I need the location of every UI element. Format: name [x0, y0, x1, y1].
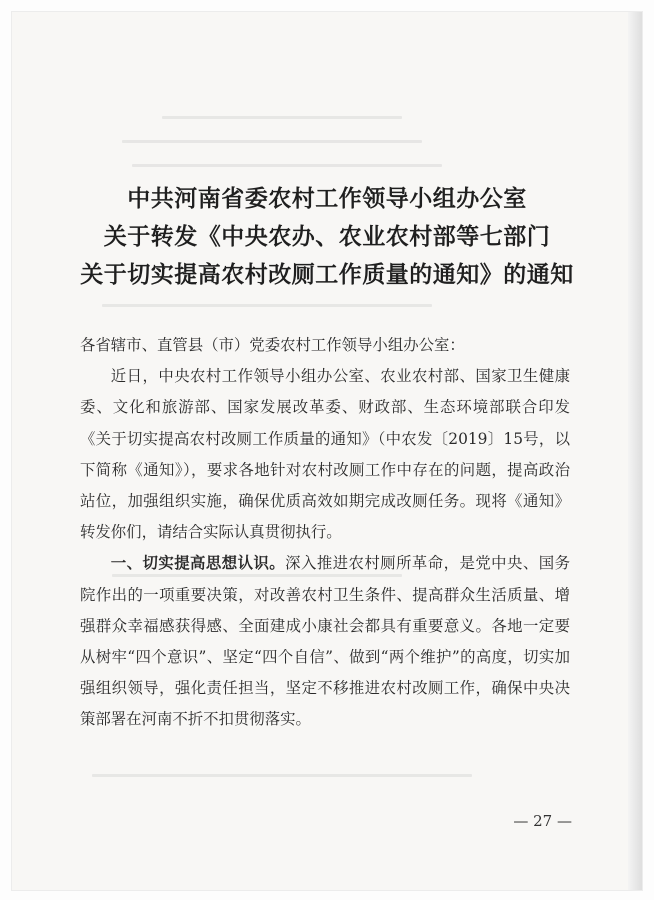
title-line-1: 中共河南省委农村工作领导小组办公室	[127, 185, 527, 212]
section-1-heading: 一、切实提高思想认识。	[110, 554, 286, 573]
document-body	[80, 330, 570, 736]
section-1-text: 深入推进农村厕所革命，是党中央、国务院作出的一项重要决策，对改善农村卫生条件、提高群众生活质量、增强群众幸福感获得感、全面建成小康社会都具有重要意义。各地一定要从树牢“四个意识”、坚定“四个自信”、做到“两个维护”的高度，切实加强组织领导，强化责任担当，坚定不移推进农村改厕工作，确保中央决策部署在河南不折不扣贯彻落实。	[80, 554, 570, 729]
document-title	[12, 180, 642, 294]
paragraph-section-1	[80, 548, 570, 735]
title-line-2: 关于转发《中央农办、农业农村部等七部门	[103, 223, 551, 250]
paper-sheet	[12, 12, 642, 890]
title-line-3: 关于切实提高农村改厕工作质量的通知》的通知	[80, 261, 574, 288]
paragraph-intro-text: 近日，中央农村工作领导小组办公室、农业农村部、国家卫生健康委、文化和旅游部、国家发展改革委、财政部、生态环境部联合印发《关于切实提高农村改厕工作质量的通知》（中农发〔2019〕15号，以下简称《通知》），要求各地针对农村改厕工作中存在的问题，提高政治站位，加强组织实施，确保优质高效如期完成改厕任务。现将《通知》转发你们，请结合实际认真贯彻执行。	[80, 367, 570, 542]
page-number: — 27 —	[513, 812, 572, 830]
page-edge-shadow	[628, 12, 642, 890]
paragraph-intro	[80, 361, 570, 548]
salutation: 各省辖市、直管县（市）党委农村工作领导小组办公室：	[80, 336, 465, 354]
